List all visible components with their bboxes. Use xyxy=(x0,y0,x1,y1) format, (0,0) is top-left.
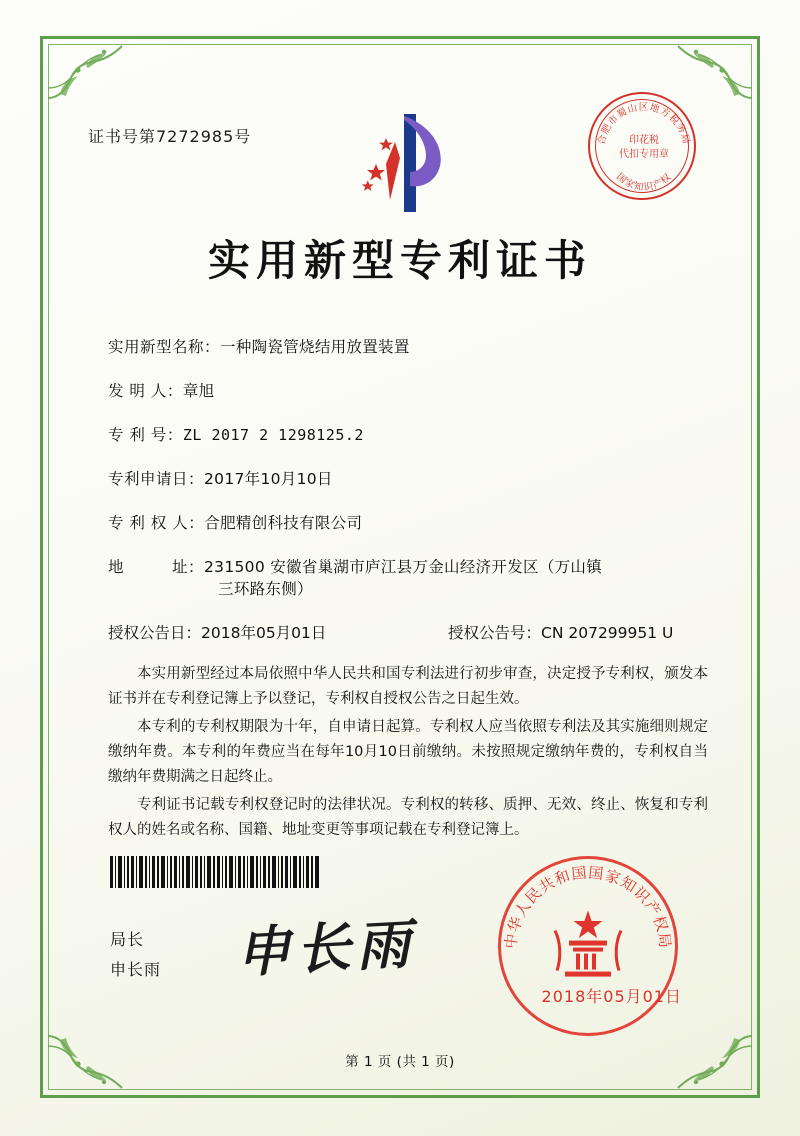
svg-text:中华人民共和国国家知识产权局: 中华人民共和国国家知识产权局 xyxy=(501,863,675,950)
seal-line-1: 印花税 xyxy=(629,135,659,146)
address-line-2: 三环路东侧） xyxy=(218,580,313,598)
body-paragraph: 专利证书记载专利权登记时的法律状况。专利权的转移、质押、无效、终止、恢复和专利权人的姓名或名称、国籍、地址变更等事项记载在专利登记簿上。 xyxy=(108,797,708,838)
certificate-fields xyxy=(108,336,708,650)
field-address xyxy=(108,556,708,600)
page-title: 实用新型专利证书 xyxy=(207,236,592,285)
corner-ornament-icon xyxy=(44,40,128,104)
seal-date: 2018年05月01日 xyxy=(541,987,682,1006)
grant-notice-date-value: 2018年05月01日 xyxy=(201,624,327,642)
grant-notice-no-label: 授权公告号： xyxy=(448,624,542,642)
director-name: 申长雨 xyxy=(110,960,162,979)
field-value xyxy=(204,556,708,600)
field-value: 章旭 xyxy=(182,382,215,400)
field-value: 一种陶瓷管烧结用放置装置 xyxy=(220,338,410,356)
seal-center-text xyxy=(590,134,698,162)
field-label: 发 明 人： xyxy=(108,382,183,400)
field-invention-name xyxy=(108,336,708,358)
field-value: 2017年10月10日 xyxy=(204,470,333,488)
director-signature: 申长雨 xyxy=(234,911,418,985)
seal-line-2: 代扣专用章 xyxy=(619,149,669,160)
field-patentee xyxy=(108,512,708,534)
field-value: 合肥精创科技有限公司 xyxy=(204,514,363,532)
svg-text:合肥市蜀山区地方税务局: 合肥市蜀山区地方税务局 xyxy=(596,102,692,146)
grant-notice-date-label: 授权公告日： xyxy=(108,624,202,642)
field-patent-number xyxy=(108,424,708,446)
barcode xyxy=(110,856,322,888)
grant-notice-number xyxy=(448,622,708,644)
svg-text:国家知识产权: 国家知识产权 xyxy=(614,171,674,194)
director-label: 局长 xyxy=(110,930,145,949)
sipo-logo-icon xyxy=(340,108,470,224)
field-value: ZL 2017 2 1298125.2 xyxy=(182,426,364,444)
body-paragraph: 本专利的专利权期限为十年，自申请日起算。专利权人应当依照专利法及其实施细则规定缴纳年费。本专利的年费应当在每年10月10日前缴纳。未按照规定缴纳年费的，专利权自当缴纳年费期满之日起终止。 xyxy=(108,719,708,785)
certificate-number: 证书号第7272985号 xyxy=(88,127,252,146)
field-label: 专 利 号： xyxy=(108,426,183,444)
page-footer: 第 1 页 (共 1 页) xyxy=(345,1054,455,1070)
field-label: 实用新型名称： xyxy=(108,338,221,356)
field-inventor xyxy=(108,380,708,402)
national-emblem-icon xyxy=(547,909,629,981)
grant-notice-row xyxy=(108,622,708,644)
field-application-date xyxy=(108,468,708,490)
grant-notice-date xyxy=(108,622,448,644)
director-block xyxy=(110,925,161,985)
stamp-duty-seal xyxy=(588,92,696,200)
grant-notice-no-value: CN 207299951 U xyxy=(541,624,674,642)
address-line-1: 231500 安徽省巢湖市庐江县万金山经济开发区（万山镇 xyxy=(204,558,603,576)
field-label: 专利申请日： xyxy=(108,470,205,488)
field-label: 地 址： xyxy=(108,558,205,576)
certificate-body-text xyxy=(108,662,708,846)
official-seal xyxy=(498,856,678,1036)
field-label: 专 利 权 人： xyxy=(108,514,205,532)
body-paragraph: 本实用新型经过本局依照中华人民共和国专利法进行初步审查，决定授予专利权，颁发本证书并在专利登记簿上予以登记，专利权自授权公告之日起生效。 xyxy=(108,666,708,707)
